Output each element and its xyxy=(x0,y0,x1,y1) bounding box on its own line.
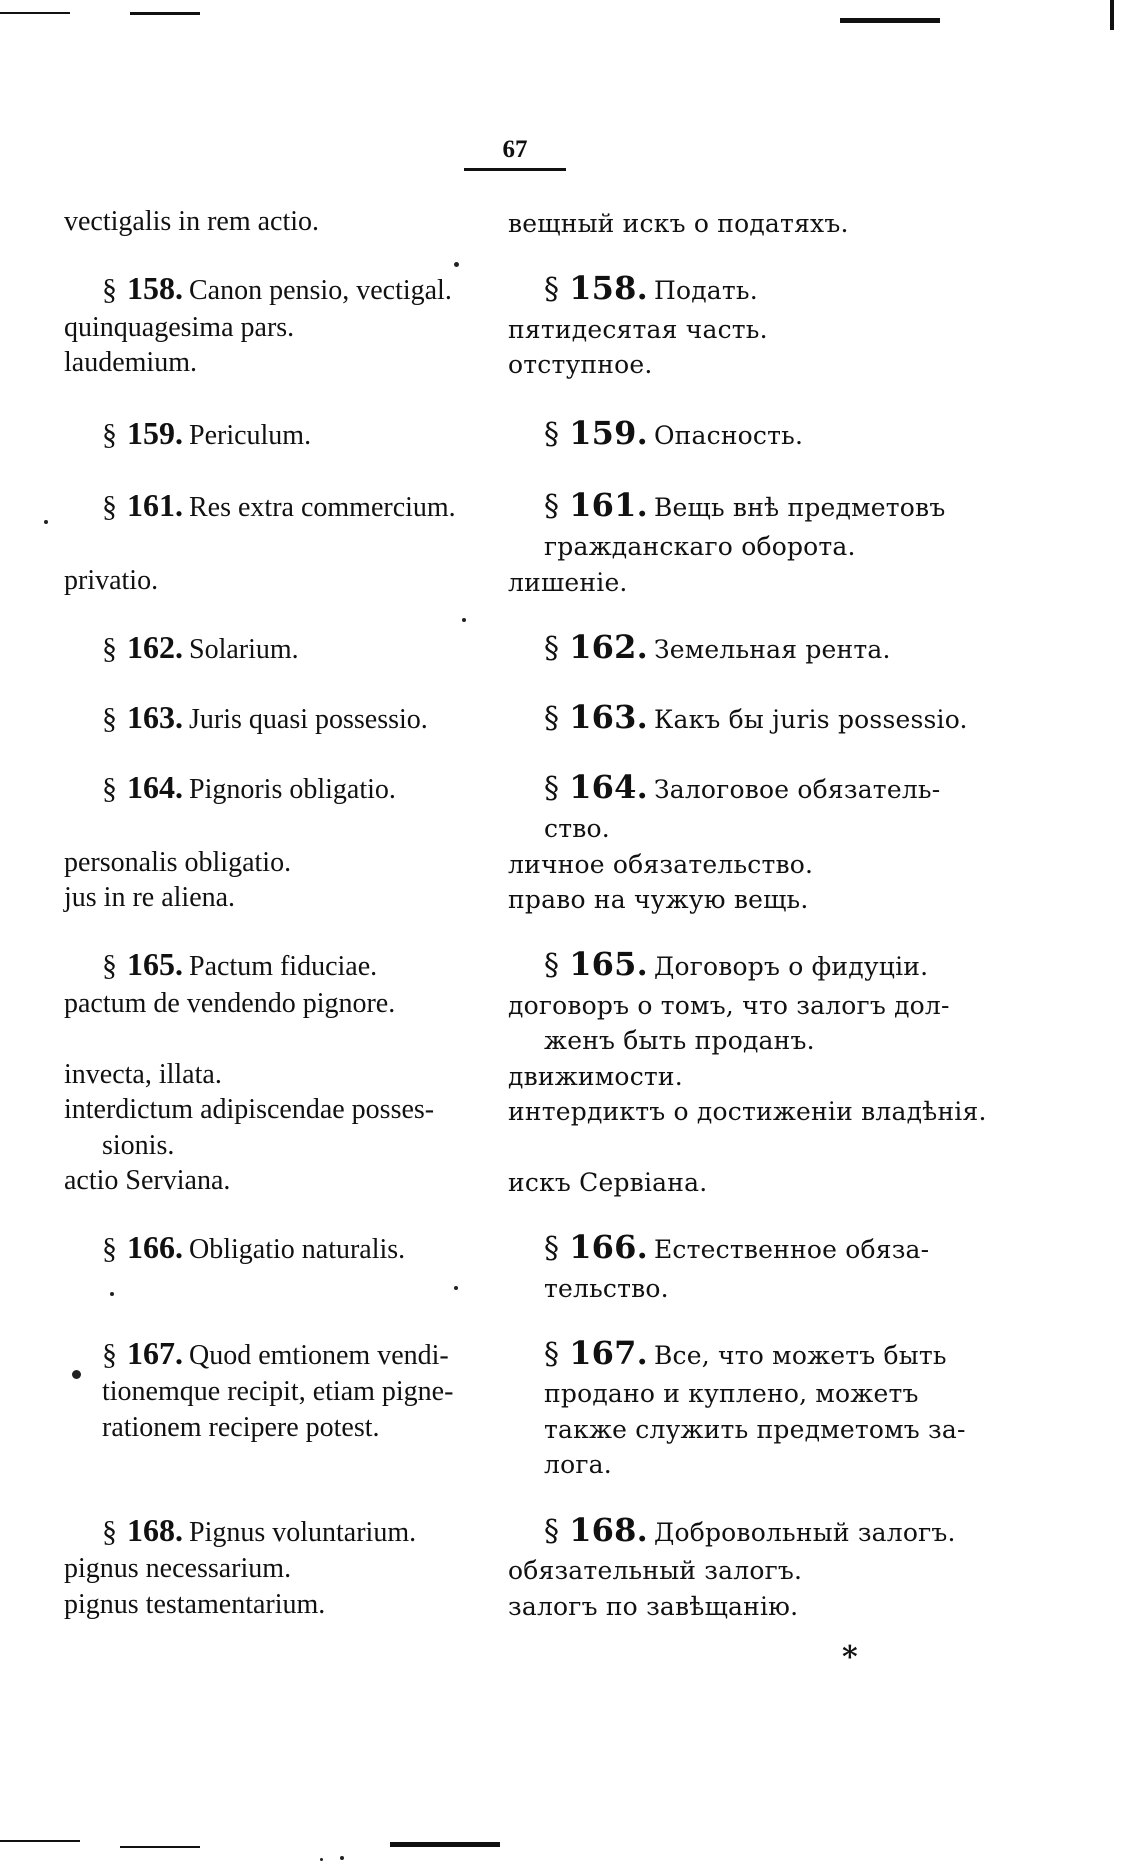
section-mark: § xyxy=(544,771,560,806)
scan-mark-bottom-left-2 xyxy=(120,1846,200,1848)
section-number: 164. xyxy=(569,768,648,806)
section-title: Договоръ о фидуціи. xyxy=(653,952,929,981)
section-title: Вещь внѣ предметовъ xyxy=(653,493,946,522)
print-speck xyxy=(340,1856,344,1860)
section-title: Pignus voluntarium. xyxy=(189,1517,417,1548)
section-mark: § xyxy=(102,702,117,735)
russian-section-heading xyxy=(544,1336,947,1373)
section-mark: § xyxy=(544,417,560,452)
latin-term: tionemque recipit, etiam pigne- xyxy=(102,1376,454,1407)
section-title: Земельная рента. xyxy=(653,635,891,664)
scan-mark-top-left xyxy=(0,12,70,14)
section-number: 162. xyxy=(569,628,648,666)
section-number: 168. xyxy=(127,1512,183,1548)
latin-term: pactum de vendendo pignore. xyxy=(64,988,396,1019)
section-mark: § xyxy=(544,631,560,666)
scan-mark-top-right-2 xyxy=(1110,0,1114,30)
section-mark: § xyxy=(544,1337,560,1372)
section-mark: § xyxy=(544,272,560,307)
russian-section-heading xyxy=(544,1230,929,1267)
russian-section-heading xyxy=(544,700,968,737)
section-mark: § xyxy=(544,1514,560,1549)
scan-mark-bottom-center xyxy=(390,1842,500,1847)
russian-term: искъ Сервіана. xyxy=(508,1168,708,1197)
section-number: 165. xyxy=(127,946,183,982)
page-number-rule xyxy=(464,168,566,171)
russian-term: личное обязательство. xyxy=(508,850,814,879)
section-title: Залоговое обязатель- xyxy=(653,775,941,804)
section-title: Подать. xyxy=(653,276,758,305)
latin-term: vectigalis in rem actio. xyxy=(64,206,320,237)
latin-term: pignus necessarium. xyxy=(64,1553,292,1584)
section-number: 162. xyxy=(127,629,183,665)
russian-term: право на чужую вещь. xyxy=(508,885,809,914)
section-title: Какъ бы juris possessio. xyxy=(653,705,968,734)
latin-section-heading xyxy=(102,947,377,984)
latin-term: sionis. xyxy=(102,1130,175,1161)
section-title: Pignoris obligatio. xyxy=(189,774,396,805)
russian-term: ство. xyxy=(544,814,610,843)
print-speck xyxy=(44,520,48,524)
section-title: Добровольный залогъ. xyxy=(653,1518,956,1547)
section-title: Все, что можетъ быть xyxy=(653,1341,947,1370)
latin-section-heading xyxy=(102,700,428,737)
russian-term: тельство. xyxy=(544,1274,669,1303)
section-number: 161. xyxy=(569,486,648,524)
latin-section-heading xyxy=(102,770,396,807)
section-number: 159. xyxy=(569,414,648,452)
section-number: 166. xyxy=(127,1229,183,1265)
latin-term: privatio. xyxy=(64,565,159,596)
latin-term: pignus testamentarium. xyxy=(64,1589,326,1620)
section-number: 166. xyxy=(569,1228,648,1266)
section-title: Canon pensio, vectigal. xyxy=(189,275,452,306)
section-number: 161. xyxy=(127,487,183,523)
section-number: 163. xyxy=(569,698,648,736)
section-mark: § xyxy=(102,1232,117,1265)
russian-term: залогъ по завѣщанію. xyxy=(508,1592,799,1621)
section-title: Опасность. xyxy=(653,421,804,450)
russian-section-heading xyxy=(544,630,891,667)
end-mark: * xyxy=(842,1640,858,1675)
print-speck xyxy=(110,1292,114,1296)
section-mark: § xyxy=(102,1338,117,1371)
page-number: 67 xyxy=(502,136,528,163)
russian-term: договоръ о томъ, что залогъ дол- xyxy=(508,991,950,1020)
section-mark: § xyxy=(102,418,117,451)
latin-term: actio Serviana. xyxy=(64,1165,231,1196)
section-mark: § xyxy=(544,1231,560,1266)
section-title: Quod emtionem vendi- xyxy=(189,1340,449,1371)
print-speck xyxy=(454,1286,458,1290)
latin-section-heading xyxy=(102,271,452,308)
section-mark: § xyxy=(544,701,560,736)
section-mark: § xyxy=(102,949,117,982)
section-number: 164. xyxy=(127,769,183,805)
section-title: Res extra commercium. xyxy=(189,492,456,523)
russian-section-heading xyxy=(544,271,758,308)
latin-section-heading xyxy=(102,630,299,667)
latin-term: quinquagesima pars. xyxy=(64,312,295,343)
section-number: 167. xyxy=(127,1335,183,1371)
latin-section-heading xyxy=(102,1230,405,1267)
scan-mark-top-left-2 xyxy=(130,12,200,15)
section-mark: § xyxy=(544,948,560,983)
section-number: 158. xyxy=(127,270,183,306)
section-mark: § xyxy=(102,490,117,523)
latin-term: invecta, illata. xyxy=(64,1059,222,1090)
russian-section-heading xyxy=(544,488,945,525)
latin-section-heading xyxy=(102,488,456,525)
latin-term: laudemium. xyxy=(64,347,197,378)
russian-term: обязательный залогъ. xyxy=(508,1556,803,1585)
section-number: 167. xyxy=(569,1334,648,1372)
russian-term: продано и куплено, можетъ xyxy=(544,1379,919,1408)
section-title: Juris quasi possessio. xyxy=(189,704,428,735)
latin-term: rationem recipere potest. xyxy=(102,1412,380,1443)
russian-term: гражданскаго оборота. xyxy=(544,532,856,561)
russian-term: интердиктъ о достиженіи владѣнія. xyxy=(508,1097,987,1126)
print-speck xyxy=(462,618,466,622)
russian-term: лога. xyxy=(544,1450,612,1479)
russian-term: пятидесятая часть. xyxy=(508,315,768,344)
russian-term: отступное. xyxy=(508,350,653,379)
section-mark: § xyxy=(544,489,560,524)
section-title: Solarium. xyxy=(189,634,299,665)
russian-section-heading xyxy=(544,947,928,984)
latin-section-heading xyxy=(102,1513,416,1550)
section-number: 159. xyxy=(127,415,183,451)
scan-mark-bottom-left xyxy=(0,1840,80,1842)
russian-term: вещный искъ о податяхъ. xyxy=(508,209,849,238)
russian-term: также служить предметомъ за- xyxy=(544,1415,966,1444)
russian-term: женъ быть проданъ. xyxy=(544,1026,815,1055)
section-mark: § xyxy=(102,273,117,306)
russian-section-heading xyxy=(544,770,940,807)
scan-mark-top-right xyxy=(840,18,940,23)
section-mark: § xyxy=(102,1515,117,1548)
section-number: 163. xyxy=(127,699,183,735)
russian-term: движимости. xyxy=(508,1062,683,1091)
russian-section-heading xyxy=(544,1513,956,1550)
section-title: Естественное обяза- xyxy=(653,1235,930,1264)
print-speck xyxy=(320,1858,323,1861)
latin-section-heading xyxy=(102,1336,449,1373)
section-number: 168. xyxy=(569,1511,648,1549)
section-number: 165. xyxy=(569,945,648,983)
section-mark: § xyxy=(102,772,117,805)
section-number: 158. xyxy=(569,269,648,307)
latin-term: jus in re aliena. xyxy=(64,882,236,913)
latin-term: personalis obligatio. xyxy=(64,847,292,878)
section-title: Pactum fiduciae. xyxy=(189,951,378,982)
russian-section-heading xyxy=(544,416,803,453)
latin-section-heading xyxy=(102,416,311,453)
print-speck xyxy=(454,262,459,267)
russian-term: лишеніе. xyxy=(508,568,628,597)
section-title: Obligatio naturalis. xyxy=(189,1234,406,1265)
section-mark: § xyxy=(102,632,117,665)
latin-term: interdictum adipiscendae posses- xyxy=(64,1094,435,1125)
print-speck xyxy=(72,1370,81,1379)
section-title: Periculum. xyxy=(189,420,312,451)
